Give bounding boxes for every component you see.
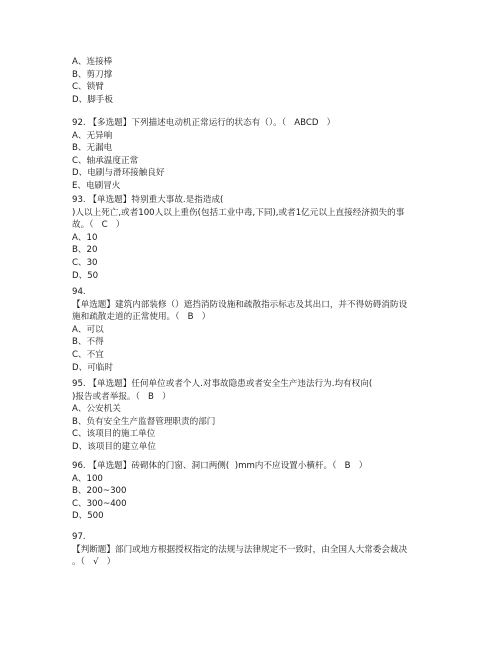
option-a: A、10 [72, 232, 98, 243]
question-stem: 96. 【单选题】砖砌体的门窗、洞口两侧( )mm内不应设置小横杆。（ B ） [72, 461, 368, 471]
option-d: D、可临时 [72, 362, 113, 373]
question-stem-cont: 。（ √ ） [72, 557, 116, 568]
option-d: D、该项目的建立单位 [72, 441, 156, 452]
option-b: B、200~300 [72, 486, 127, 497]
question-stem: 95. 【单选题】任何单位或者个人.对事故隐患或者安全生产违法行为.均有权向( [72, 379, 373, 389]
option-a: A、公安机关 [72, 404, 121, 415]
option-a: A、可以 [72, 324, 104, 335]
question-93 [72, 194, 444, 282]
option-a: A、连接棒 [72, 57, 113, 67]
option-c: C、该项目的施工单位 [72, 429, 156, 440]
question-stem: 【单选题】建筑内部装修（）遮挡消防设施和疏散指示标志及其出口，并不得妨碍消防设 [72, 299, 408, 310]
option-c: C、轴承温度正常 [72, 155, 139, 166]
question-number: 94. [72, 287, 86, 297]
option-c: C、锁臂 [72, 82, 104, 93]
option-e: E、电刷冒火 [72, 180, 121, 191]
question-stem-cont: 施和疏散走道的正常使用。（ B ） [72, 312, 211, 323]
option-c: C、不宜 [72, 349, 104, 360]
option-c: C、30 [72, 257, 98, 268]
option-c: C、300~400 [72, 498, 127, 509]
option-b: B、无漏电 [72, 143, 113, 154]
question-94 [72, 286, 444, 374]
option-b: B、负有安全生产监督管理职责的部门 [72, 416, 216, 427]
option-a: A、100 [72, 473, 103, 484]
question-96 [72, 460, 444, 523]
question-stem-cont: 故。（ C ） [72, 220, 125, 231]
option-a: A、无异响 [72, 130, 113, 141]
question-92 [72, 117, 444, 193]
question-stem-cont: )报告或者举报。（ B ） [72, 391, 171, 402]
question-stem-cont: )人以上死亡,或者100人以上重伤(包括工业中毒,下同),或者1亿元以上直接经济损失的事 [72, 207, 405, 218]
question-97 [72, 531, 444, 569]
question-number: 97. [72, 532, 86, 542]
option-d: D、50 [72, 270, 99, 281]
option-b: B、不得 [72, 337, 104, 348]
question-95 [72, 378, 444, 454]
option-d: D、500 [72, 511, 104, 522]
option-d: D、脚手板 [72, 94, 113, 105]
question-stem: 【判断题】部门或地方根据授权指定的法规与法律规定不一致时，由全国人大常委会裁决 [72, 544, 408, 555]
option-b: B、剪刀撑 [72, 69, 113, 80]
question-stem: 93. 【单选题】特别重大事故.是指造成( [72, 195, 224, 205]
option-d: D、电刷与滑环接触良好 [72, 168, 165, 179]
q91-options [72, 56, 444, 106]
question-stem: 92. 【多选题】下列描述电动机正常运行的状态有（）。（ ABCD ） [72, 118, 336, 128]
option-b: B、20 [72, 245, 98, 256]
